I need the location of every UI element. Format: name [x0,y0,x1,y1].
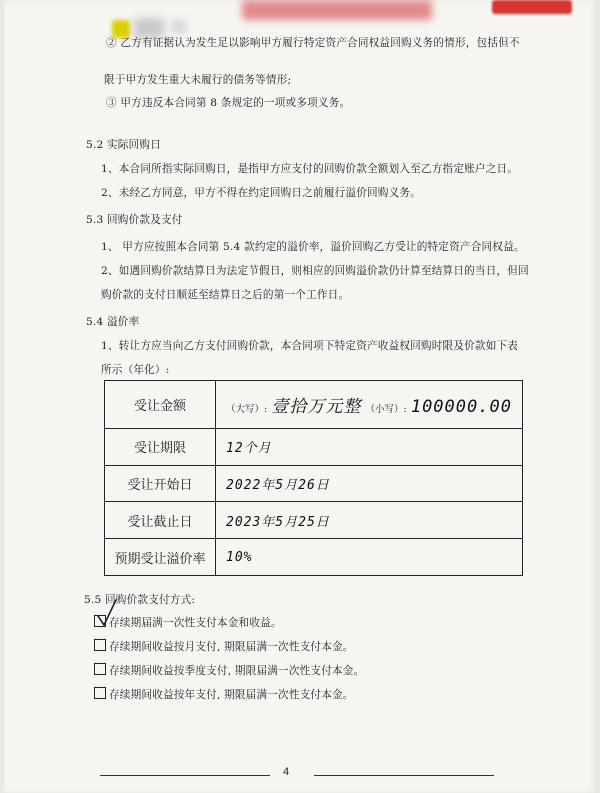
checkbox[interactable] [94,687,106,699]
amount-upper-label: （大写）: [226,403,268,415]
payment-option [94,663,364,678]
text-line: 所示（年化）: [101,364,170,376]
amount-lower-value: 100000.00 [410,396,512,417]
row-label: 受让金额 [105,381,216,429]
transfer-terms-table [104,380,523,576]
document-page [4,0,596,793]
footer-rule-right [314,775,494,776]
payment-option [94,615,282,630]
text-line: 1、 甲方应按照本合同第 5.4 款约定的溢价率，溢价回购乙方受让的特定资产合同权益。 [101,241,525,253]
start-date-value: 2022年5月26日 [216,465,523,502]
section-heading: 5.5 回购价款支付方式: [84,594,196,606]
text-line: 2、未经乙方同意，甲方不得在约定回购日之前履行溢价回购义务。 [101,187,421,199]
end-date-value: 2023年5月25日 [216,502,523,539]
text-line: 1、本合同所指实际回购日，是指甲方应支付的回购价款全额划入至乙方指定账户之日。 [101,163,519,175]
text-line: ② 乙方有证据认为发生足以影响甲方履行特定资产合同权益回购义务的情形，包括但不 [106,37,520,49]
row-label: 受让截止日 [105,502,216,539]
row-label: 预期受让溢价率 [105,539,216,576]
section-heading: 5.2 实际回购日 [86,139,161,151]
row-label: 受让开始日 [105,465,216,502]
footer-rule-left [100,775,270,776]
payment-option-label: 存续期间收益按月支付, 期限届满一次性支付本金。 [109,641,354,653]
text-line: 购价款的支付日顺延至结算日之后的第一个工作日。 [101,289,350,301]
amount-upper-value: 壹拾万元整 [271,396,362,417]
text-line: 1、转让方应当向乙方支付回购价款，本合同项下特定资产收益权回购时限及价款如下表 [101,340,519,352]
amount-cell [216,381,523,429]
table-row [105,502,523,539]
table-row [105,381,523,429]
payment-option-label: 存续期届满一次性支付本金和收益。 [109,617,282,629]
payment-option [94,687,354,702]
checkbox[interactable] [94,639,106,651]
table-row [105,539,523,576]
table-row [105,465,523,502]
redacted-mark [242,0,432,20]
term-value: 12个月 [216,428,523,465]
redacted-mark [134,18,164,38]
page-number: 4 [283,766,290,778]
payment-option-label: 存续期间收益按季度支付, 期限届满一次性支付本金。 [109,665,365,677]
row-label: 受让期限 [105,428,216,465]
amount-lower-label: （小写）: [365,403,407,415]
text-line: 限于甲方发生重大未履行的债务等情形; [104,74,292,86]
redacted-mark [492,0,572,14]
text-line: 2、如遇回购价款结算日为法定节假日，则相应的回购溢价款仍计算至结算日的当日，但回 [101,265,529,277]
section-heading: 5.3 回购价款及支付 [86,214,183,226]
checkbox[interactable] [94,663,106,675]
premium-rate-value: 10% [216,539,523,576]
payment-option-label: 存续期间收益按年支付, 期限届满一次性支付本金。 [109,689,354,701]
table-row [105,428,523,465]
section-heading: 5.4 溢价率 [86,316,140,328]
blurred-header-strip [4,0,600,22]
handwritten-check-icon [96,598,118,628]
payment-option [94,639,354,654]
redacted-mark [172,20,186,34]
text-line: ③ 甲方违反本合同第 8 条规定的一项或多项义务。 [106,97,351,109]
